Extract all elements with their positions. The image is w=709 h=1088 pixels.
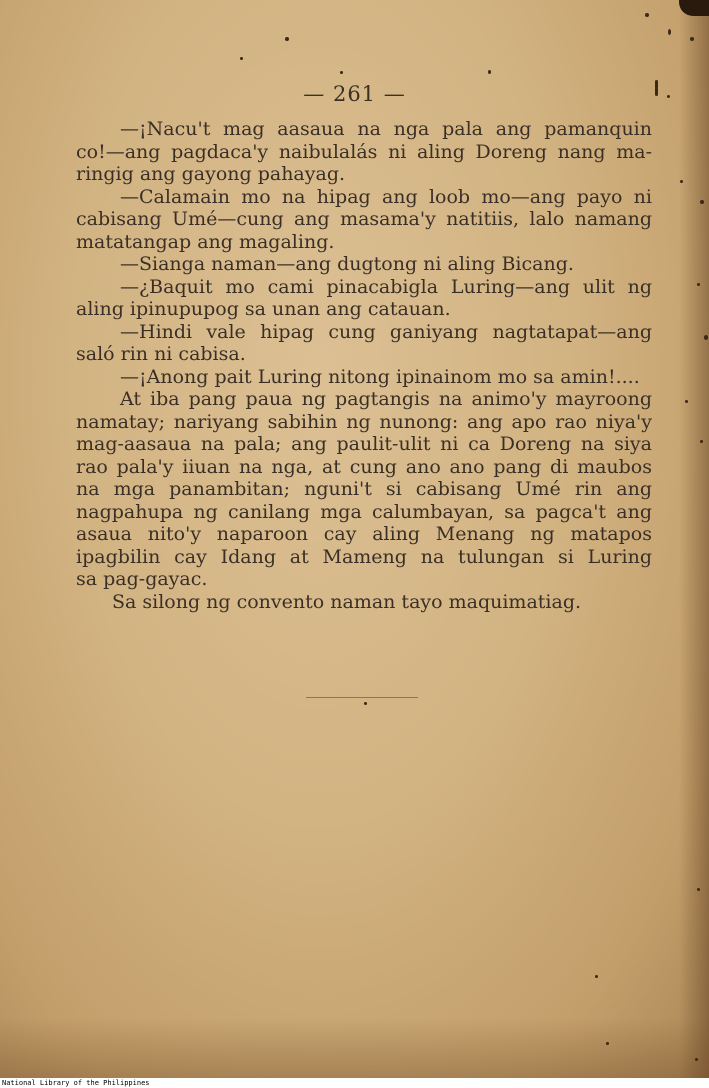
text-line: —¿Baquit mo cami pinacabigla Luring—ang ulit ng	[120, 275, 652, 298]
paragraph	[76, 366, 652, 389]
text-line: ipagbilin cay Idang at Mameng na tulungan si Luring	[76, 545, 652, 568]
speck	[690, 37, 694, 41]
text-line: co!—ang pagdaca'y naibulalás ni aling Doreng nang ma-	[76, 140, 652, 163]
text-line: aling ipinupupog sa unan ang catauan.	[76, 298, 451, 320]
text-line: —Sianga naman—ang dugtong ni aling Bicang.	[120, 253, 574, 275]
speck	[697, 283, 700, 286]
section-divider	[306, 697, 418, 698]
speck	[285, 37, 289, 41]
body-text	[76, 118, 652, 613]
speck	[645, 13, 649, 17]
speck	[340, 71, 343, 74]
speck	[697, 888, 700, 891]
speck	[695, 1058, 698, 1061]
speck	[704, 335, 708, 340]
speck	[240, 57, 243, 60]
text-line: na mga panambitan; nguni't si cabisang Umé rin ang	[76, 478, 652, 500]
text-line: —¡Anong pait Luring nitong ipinainom mo sa amin!....	[120, 365, 640, 388]
speck	[685, 400, 688, 403]
speck	[668, 29, 671, 35]
text-line: rao pala'y iiuan na nga, at cung ano ano pang di maubos	[76, 455, 652, 478]
text-line: Sa silong ng convento naman tayo maquimatiag.	[112, 590, 582, 613]
paragraph	[76, 388, 652, 591]
speck	[488, 70, 491, 74]
page-number: — 261 —	[303, 82, 406, 106]
speck	[364, 702, 367, 705]
text-line: asaua nito'y naparoon cay aling Menang ng matapos	[76, 523, 652, 545]
text-line: namatay; nariyang sabihin ng nunong: ang apo rao niya'y	[76, 410, 652, 433]
text-line: sa pag-gayac.	[76, 568, 208, 590]
text-line: nagpahupa ng canilang mga calumbayan, sa pagca't ang	[76, 500, 652, 523]
speck	[606, 1042, 609, 1045]
page-edge-shadow-right	[679, 0, 709, 1078]
text-line: matatangap ang magaling.	[76, 230, 335, 253]
library-credit: National Library of the Philippines	[2, 1079, 150, 1087]
text-line: At iba pang paua ng pagtangis na animo'y mayroong	[120, 388, 652, 410]
page-edge-shadow-bottom	[0, 1018, 709, 1078]
speck	[700, 200, 704, 204]
speck	[700, 440, 703, 443]
text-line: —Calamain mo na hipag ang loob mo—ang payo ni	[120, 185, 652, 208]
speck	[680, 180, 683, 183]
paragraph	[76, 118, 652, 186]
text-line: ringig ang gayong pahayag.	[76, 163, 346, 185]
paragraph	[76, 276, 652, 321]
paragraph	[76, 253, 652, 276]
text-line: —¡Nacu't mag aasaua na nga pala ang pamanquin	[120, 118, 652, 140]
paragraph	[76, 186, 652, 254]
text-line: —Hindi vale hipag cung ganiyang nagtatapat—ang	[120, 320, 652, 343]
paragraph	[76, 591, 652, 614]
text-line: cabisang Umé—cung ang masama'y natitiis, lalo namang	[76, 208, 652, 230]
text-line: saló rin ni cabisa.	[76, 343, 246, 365]
speck	[595, 975, 598, 978]
paragraph	[76, 321, 652, 366]
text-line: mag-aasaua na pala; ang paulit-ulit ni ca Doreng na siya	[76, 433, 652, 455]
